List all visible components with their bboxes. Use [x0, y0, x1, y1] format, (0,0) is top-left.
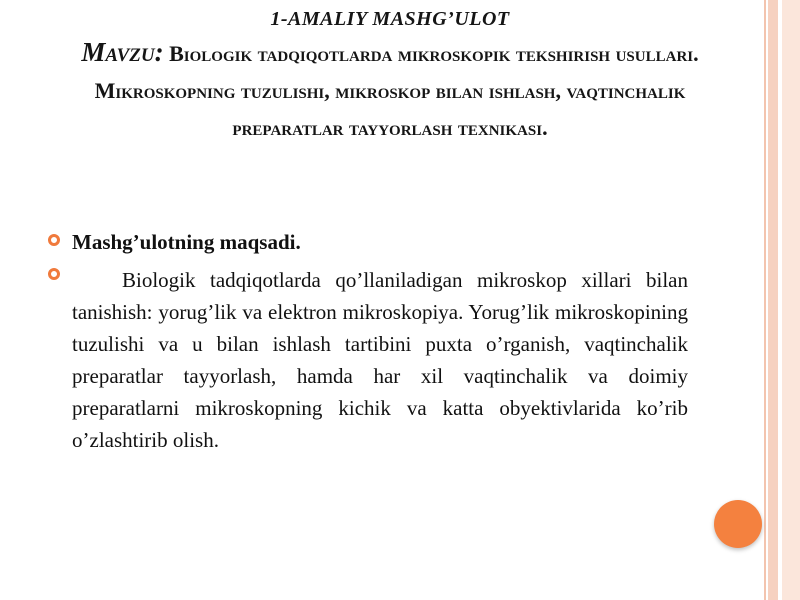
lesson-subheading: 1-AMALIY MASHG’ULOT [270, 8, 510, 30]
goal-body-text: Biologik tadqiqotlarda qo’llaniladigan mikroskop xillari bilan tanishish: yorug’lik va elektron mikroskopiya. Yorug’lik mikroskopining tuzulishi va u bilan ishlash tartibini puxta o’rganish, vaqtinchalik preparatlar tayyorlash, hamda har xil vaqtinchalik va doimiy preparatlarni mikroskopning kichik va katta obyektivlarida ko’rib o’zlashtirib olish. [72, 268, 688, 452]
goal-heading-row [48, 228, 688, 256]
title-text: Biologik tadqiqotlarda mikroskopik tekshirish usullari. Mikroskopning tuzulishi, mikroskop bilan ishlash, vaqtinchalik preparatlar tayyorlash texnikasi. [94, 41, 699, 140]
slide-title [40, 34, 740, 146]
title-block [40, 8, 740, 146]
decorative-stripe-outer [782, 0, 800, 600]
decorative-line [764, 0, 766, 600]
orange-circle-icon [714, 500, 762, 548]
decorative-stripe [768, 0, 778, 600]
goal-body-row [48, 264, 688, 456]
goal-heading: Mashg’ulotning maqsadi. [72, 230, 301, 254]
title-label: Mavzu: [81, 37, 164, 67]
circle-bullet-icon [48, 234, 60, 246]
circle-bullet-icon [48, 268, 60, 280]
